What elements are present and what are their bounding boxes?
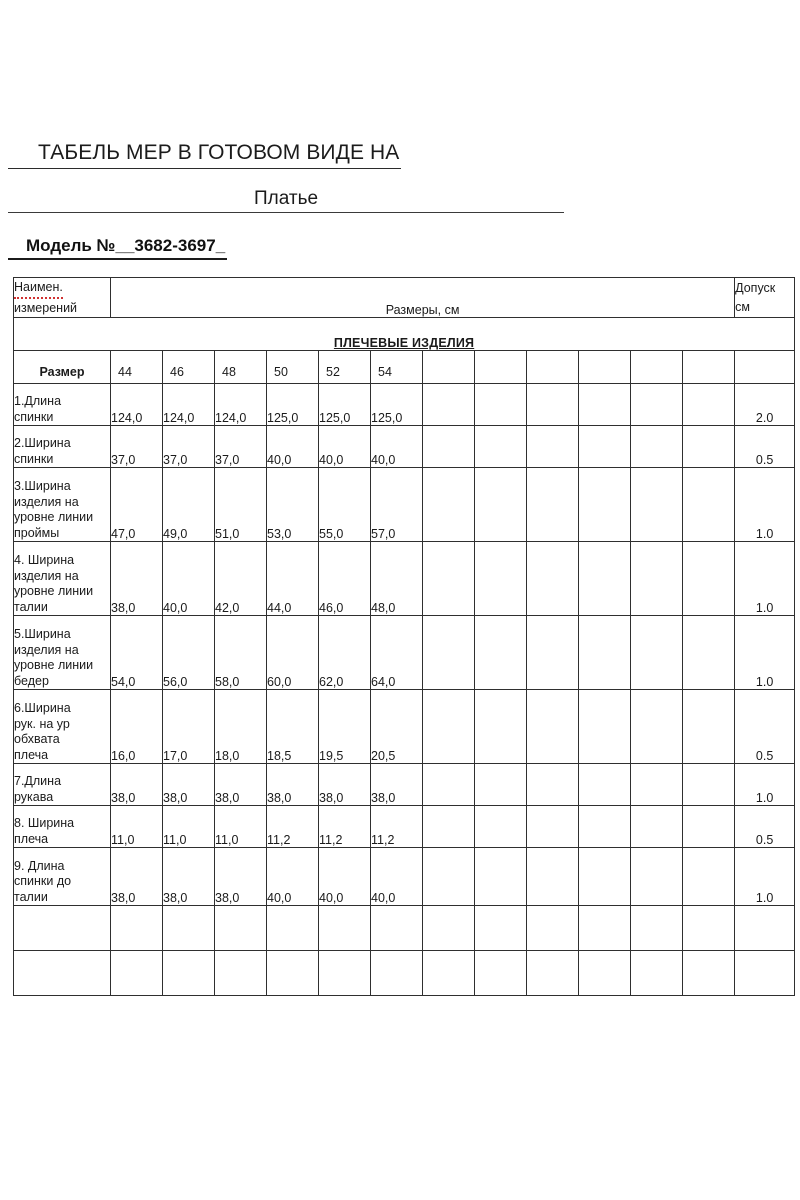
- measurement-value: 18,5: [267, 690, 319, 764]
- model-number: Модель №__3682-3697_: [8, 233, 227, 260]
- header-sizes-cell: Размеры, см: [111, 278, 735, 318]
- empty-cell: [423, 616, 475, 690]
- measurement-value: 38,0: [215, 848, 267, 906]
- measurement-label-line: 3.Ширина: [14, 479, 71, 493]
- tolerance-value: 0.5: [735, 806, 795, 848]
- measurement-value: 11,0: [215, 806, 267, 848]
- header-tolerance-line1: Допуск: [735, 281, 776, 295]
- measurement-label: [14, 690, 111, 764]
- empty-cell: [683, 616, 735, 690]
- empty-cell: [631, 351, 683, 384]
- measurement-value: 64,0: [371, 616, 423, 690]
- empty-cell: [475, 616, 527, 690]
- measurement-value: 62,0: [319, 616, 371, 690]
- measurement-value: 17,0: [163, 690, 215, 764]
- empty-cell: [631, 848, 683, 906]
- measurement-value: 37,0: [111, 426, 163, 468]
- measurement-value: 11,2: [371, 806, 423, 848]
- measurement-value: 125,0: [319, 384, 371, 426]
- blank-cell: [579, 906, 631, 951]
- measurement-label: [14, 848, 111, 906]
- measurement-value: 18,0: [215, 690, 267, 764]
- measurement-label: [14, 616, 111, 690]
- empty-cell: [475, 848, 527, 906]
- measurement-value: 46,0: [319, 542, 371, 616]
- measurement-label-line: 1.Длина: [14, 394, 62, 408]
- blank-cell: [735, 951, 795, 996]
- empty-cell: [475, 384, 527, 426]
- measurement-value: 56,0: [163, 616, 215, 690]
- measurement-value: 53,0: [267, 468, 319, 542]
- measurement-label-line: спинки: [14, 451, 54, 466]
- empty-cell: [631, 384, 683, 426]
- empty-cell: [579, 690, 631, 764]
- blank-cell: [111, 951, 163, 996]
- empty-cell: [475, 468, 527, 542]
- empty-cell: [423, 468, 475, 542]
- empty-cell: [527, 848, 579, 906]
- empty-cell: [527, 806, 579, 848]
- measurement-label-line: талии: [14, 889, 48, 904]
- empty-cell: [579, 426, 631, 468]
- measurement-value: 11,2: [319, 806, 371, 848]
- empty-cell: [423, 690, 475, 764]
- measurement-value: 11,0: [163, 806, 215, 848]
- empty-cell: [683, 806, 735, 848]
- tolerance-value: 2.0: [735, 384, 795, 426]
- blank-cell: [527, 951, 579, 996]
- measurement-value: 37,0: [163, 426, 215, 468]
- tolerance-value: 1.0: [735, 848, 795, 906]
- measurement-label: [14, 806, 111, 848]
- empty-cell: [579, 351, 631, 384]
- measurement-label-line: 4. Ширина: [14, 553, 75, 567]
- blank-cell: [735, 906, 795, 951]
- measurement-value: 40,0: [371, 848, 423, 906]
- blank-cell: [631, 906, 683, 951]
- document-heading: [0, 138, 800, 267]
- header-tolerance-cell: [735, 278, 795, 318]
- empty-cell: [683, 351, 735, 384]
- tolerance-value: 1.0: [735, 764, 795, 806]
- blank-cell: [475, 951, 527, 996]
- blank-cell: [371, 906, 423, 951]
- measurement-value: 125,0: [267, 384, 319, 426]
- blank-cell: [267, 906, 319, 951]
- measurement-value: 16,0: [111, 690, 163, 764]
- header-name-line1: Наимен.: [14, 278, 63, 299]
- table-row: [14, 384, 795, 426]
- measurement-value: 54,0: [111, 616, 163, 690]
- blank-cell: [423, 906, 475, 951]
- size-cell: 52: [319, 351, 371, 384]
- blank-cell: [14, 951, 111, 996]
- empty-cell: [631, 426, 683, 468]
- measurements-table-container: [13, 277, 792, 996]
- measurement-value: 44,0: [267, 542, 319, 616]
- measurement-value: 37,0: [215, 426, 267, 468]
- measurement-label: [14, 764, 111, 806]
- blank-cell: [423, 951, 475, 996]
- table-row: [14, 806, 795, 848]
- measurement-label-line: уровне линии: [14, 658, 94, 672]
- measurement-value: 40,0: [319, 848, 371, 906]
- table-row: [14, 764, 795, 806]
- measurement-value: 40,0: [267, 426, 319, 468]
- tolerance-value: 0.5: [735, 690, 795, 764]
- blank-cell: [683, 951, 735, 996]
- header-name-line2: измерений: [14, 301, 78, 315]
- measurement-value: 42,0: [215, 542, 267, 616]
- measurement-value: 20,5: [371, 690, 423, 764]
- measurement-label: [14, 542, 111, 616]
- section-title: ПЛЕЧЕВЫЕ ИЗДЕЛИЯ: [333, 336, 475, 350]
- subject-line: [0, 185, 800, 221]
- measurement-label-line: обхвата: [14, 732, 60, 746]
- empty-cell: [475, 764, 527, 806]
- measurement-label-line: спинки: [14, 409, 54, 424]
- blank-cell: [319, 906, 371, 951]
- measurement-label-line: 8. Ширина: [14, 816, 75, 830]
- empty-cell: [527, 384, 579, 426]
- blank-row: [14, 906, 795, 951]
- measurement-value: 40,0: [163, 542, 215, 616]
- measurement-value: 38,0: [111, 764, 163, 806]
- empty-cell: [423, 848, 475, 906]
- empty-cell: [475, 426, 527, 468]
- measurement-label-line: рукава: [14, 789, 54, 804]
- empty-cell: [475, 806, 527, 848]
- measurement-value: 11,2: [267, 806, 319, 848]
- measurement-label: [14, 426, 111, 468]
- empty-cell: [683, 848, 735, 906]
- empty-cell: [683, 426, 735, 468]
- empty-cell: [579, 806, 631, 848]
- measurement-value: 57,0: [371, 468, 423, 542]
- measurement-value: 40,0: [371, 426, 423, 468]
- size-row-label: Размер: [14, 351, 111, 384]
- blank-cell: [14, 906, 111, 951]
- empty-cell: [475, 542, 527, 616]
- empty-cell: [631, 690, 683, 764]
- measurement-value: 60,0: [267, 616, 319, 690]
- empty-cell: [683, 690, 735, 764]
- measurement-label-line: 5.Ширина: [14, 627, 71, 641]
- section-header-row: [14, 318, 795, 351]
- blank-cell: [267, 951, 319, 996]
- table-row: [14, 426, 795, 468]
- empty-cell: [631, 616, 683, 690]
- measurement-value: 125,0: [371, 384, 423, 426]
- tolerance-value: 1.0: [735, 542, 795, 616]
- table-row: [14, 468, 795, 542]
- empty-cell: [683, 384, 735, 426]
- title-line: [0, 138, 800, 176]
- measurement-label-line: изделия на: [14, 568, 79, 583]
- measurement-value: 38,0: [111, 848, 163, 906]
- blank-cell: [111, 906, 163, 951]
- measurement-label-line: проймы: [14, 525, 60, 540]
- empty-cell: [683, 542, 735, 616]
- measurement-value: 38,0: [163, 764, 215, 806]
- measurement-label-line: спинки до: [14, 874, 72, 888]
- measurement-value: 49,0: [163, 468, 215, 542]
- measurement-value: 38,0: [267, 764, 319, 806]
- section-header-cell: [14, 318, 795, 351]
- header-tolerance-line2: см: [735, 300, 750, 314]
- empty-cell: [423, 764, 475, 806]
- header-name-cell: [14, 278, 111, 318]
- empty-cell: [527, 468, 579, 542]
- empty-cell: [527, 426, 579, 468]
- tolerance-value: 1.0: [735, 616, 795, 690]
- empty-cell: [475, 690, 527, 764]
- empty-cell: [579, 542, 631, 616]
- model-line: [0, 233, 800, 267]
- measurement-value: 11,0: [111, 806, 163, 848]
- empty-cell: [579, 764, 631, 806]
- measurement-value: 47,0: [111, 468, 163, 542]
- measurement-label-line: 6.Ширина: [14, 701, 71, 715]
- measurement-value: 38,0: [111, 542, 163, 616]
- blank-cell: [163, 906, 215, 951]
- blank-cell: [371, 951, 423, 996]
- tolerance-value: 0.5: [735, 426, 795, 468]
- empty-cell: [579, 616, 631, 690]
- size-cell: 46: [163, 351, 215, 384]
- blank-cell: [215, 951, 267, 996]
- measurement-value: 124,0: [111, 384, 163, 426]
- measurement-label-line: бедер: [14, 673, 49, 688]
- measurement-value: 55,0: [319, 468, 371, 542]
- empty-cell: [423, 426, 475, 468]
- measurement-value: 38,0: [163, 848, 215, 906]
- empty-cell: [579, 384, 631, 426]
- size-cell: 50: [267, 351, 319, 384]
- size-cell: 48: [215, 351, 267, 384]
- measurement-label-line: 9. Длина: [14, 858, 65, 873]
- measurement-value: 48,0: [371, 542, 423, 616]
- empty-cell: [631, 542, 683, 616]
- table-row: [14, 542, 795, 616]
- blank-cell: [631, 951, 683, 996]
- empty-cell: [527, 616, 579, 690]
- measurement-value: 38,0: [215, 764, 267, 806]
- table-row: [14, 616, 795, 690]
- page-title: ТАБЕЛЬ МЕР В ГОТОВОМ ВИДЕ НА: [8, 138, 401, 169]
- measurement-label-line: уровне линии: [14, 510, 94, 524]
- empty-cell: [631, 468, 683, 542]
- empty-cell: [579, 848, 631, 906]
- blank-row: [14, 951, 795, 996]
- blank-cell: [683, 906, 735, 951]
- measurement-value: 51,0: [215, 468, 267, 542]
- blank-cell: [319, 951, 371, 996]
- table-row: [14, 690, 795, 764]
- empty-cell: [527, 351, 579, 384]
- table-header-row: [14, 278, 795, 318]
- measurement-value: 124,0: [215, 384, 267, 426]
- empty-cell: [631, 764, 683, 806]
- measurements-table: [13, 277, 795, 996]
- empty-cell: [579, 468, 631, 542]
- size-cell: 54: [371, 351, 423, 384]
- measurement-value: 58,0: [215, 616, 267, 690]
- table-row: [14, 848, 795, 906]
- blank-cell: [215, 906, 267, 951]
- measurement-value: 38,0: [319, 764, 371, 806]
- measurement-label-line: уровне линии: [14, 584, 94, 598]
- empty-cell: [683, 764, 735, 806]
- size-row-tolerance: [735, 351, 795, 384]
- measurement-label-line: 7.Длина: [14, 774, 62, 788]
- measurement-label: [14, 468, 111, 542]
- measurement-label-line: рук. на ур: [14, 716, 70, 731]
- blank-cell: [163, 951, 215, 996]
- empty-cell: [423, 384, 475, 426]
- measurement-label-line: талии: [14, 599, 48, 614]
- measurement-label-line: 2.Ширина: [14, 436, 71, 450]
- measurement-value: 40,0: [319, 426, 371, 468]
- tolerance-value: 1.0: [735, 468, 795, 542]
- measurement-value: 124,0: [163, 384, 215, 426]
- measurement-value: 38,0: [371, 764, 423, 806]
- empty-cell: [423, 542, 475, 616]
- size-cell: 44: [111, 351, 163, 384]
- blank-cell: [527, 906, 579, 951]
- measurement-label-line: изделия на: [14, 494, 79, 509]
- measurement-label-line: плеча: [14, 747, 49, 762]
- empty-cell: [527, 690, 579, 764]
- blank-cell: [579, 951, 631, 996]
- measurement-value: 19,5: [319, 690, 371, 764]
- measurement-value: 40,0: [267, 848, 319, 906]
- empty-cell: [631, 806, 683, 848]
- size-row: [14, 351, 795, 384]
- measurement-label-line: плеча: [14, 831, 49, 846]
- empty-cell: [683, 468, 735, 542]
- empty-cell: [423, 351, 475, 384]
- empty-cell: [475, 351, 527, 384]
- garment-type: Платье: [8, 185, 564, 213]
- empty-cell: [527, 764, 579, 806]
- empty-cell: [527, 542, 579, 616]
- measurement-label: [14, 384, 111, 426]
- empty-cell: [423, 806, 475, 848]
- measurement-label-line: изделия на: [14, 642, 79, 657]
- blank-cell: [475, 906, 527, 951]
